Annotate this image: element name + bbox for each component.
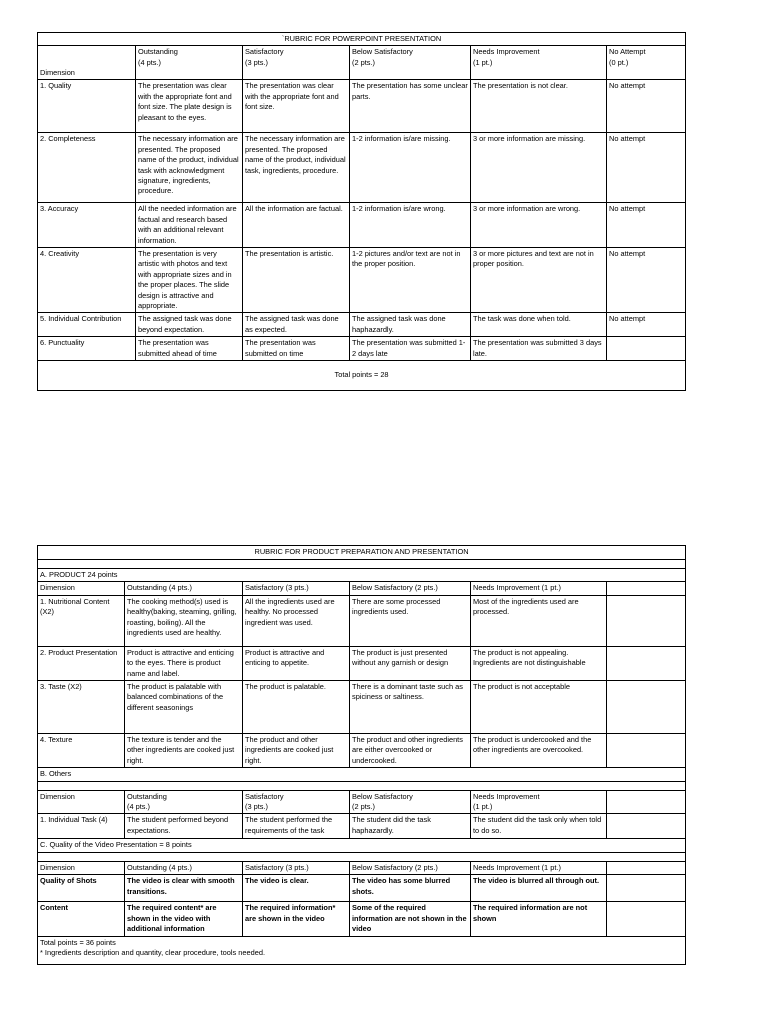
table-cell: 1-2 information is/are missing. [350, 133, 471, 203]
table-cell [607, 734, 686, 768]
table-cell [607, 902, 686, 936]
table-cell: 4. Texture [38, 734, 125, 768]
header-cell: Below Satisfactory (2 pts.) [350, 582, 471, 595]
table-cell: The presentation was submitted ahead of time [136, 337, 243, 361]
table-cell: The presentation was clear with the appropriate font and font size. [243, 80, 350, 133]
table-row [38, 875, 686, 902]
header-cell [607, 582, 686, 595]
table-cell: The video is blurred all through out. [471, 875, 607, 902]
powerpoint-total-points: Total points = 28 [38, 361, 686, 391]
table-cell: The assigned task was done beyond expectation. [136, 313, 243, 337]
table-cell [607, 595, 686, 646]
product-rubric-body [38, 546, 686, 965]
header-cell: Dimension [38, 790, 125, 814]
table-cell: 5. Individual Contribution [38, 313, 136, 337]
header-cell: Needs Improvement (1 pt.) [471, 790, 607, 814]
table-cell: Content [38, 902, 125, 936]
table-row [38, 313, 686, 337]
table-cell: Product is attractive and enticing to appetite. [243, 646, 350, 680]
table-cell: The required information* are shown in the video [243, 902, 350, 936]
header-cell: Needs Improvement (1 pt.) [471, 861, 607, 874]
table-cell: 1. Quality [38, 80, 136, 133]
header-cell: Dimension [38, 861, 125, 874]
table-row [38, 203, 686, 248]
header-cell: Needs Improvement (1 pt.) [471, 46, 607, 80]
table-cell: The video has some blurred shots. [350, 875, 471, 902]
header-cell: Outstanding (4 pts.) [125, 790, 243, 814]
table-row [38, 814, 686, 839]
table-cell: The product is not appealing. Ingredients are not distinguishable [471, 646, 607, 680]
table-cell: 3. Accuracy [38, 203, 136, 248]
table-cell: 1-2 pictures and/or text are not in the proper position. [350, 248, 471, 313]
header-cell [607, 790, 686, 814]
table-cell: The required content* are shown in the video with additional information [125, 902, 243, 936]
table-cell: The product is not acceptable [471, 681, 607, 734]
table-row [38, 734, 686, 768]
table-cell: There is a dominant taste such as spiciness or saltiness. [350, 681, 471, 734]
table-cell: The required information are not shown [471, 902, 607, 936]
table-cell: The product is palatable. [243, 681, 350, 734]
header-cell: Below Satisfactory (2 pts.) [350, 46, 471, 80]
table-cell: Most of the ingredients used are processed. [471, 595, 607, 646]
header-cell: Below Satisfactory (2 pts.) [350, 790, 471, 814]
table-cell [607, 646, 686, 680]
header-cell [607, 861, 686, 874]
rubric-header-row [38, 861, 686, 874]
table-cell: No attempt [607, 80, 686, 133]
section-heading-video: C. Quality of the Video Presentation = 8 points [38, 839, 686, 852]
table-cell: 1. Nutritional Content (X2) [38, 595, 125, 646]
table-cell [607, 814, 686, 839]
table-cell: The student performed the requirements of the task [243, 814, 350, 839]
header-cell: Outstanding (4 pts.) [125, 861, 243, 874]
powerpoint-rubric-title: `RUBRIC FOR POWERPOINT PRESENTATION [38, 33, 686, 46]
table-cell: The student did the task only when told to do so. [471, 814, 607, 839]
table-cell: 3 or more information are missing. [471, 133, 607, 203]
table-row [38, 681, 686, 734]
product-total-points: Total points = 36 points [40, 937, 116, 947]
table-cell: 2. Product Presentation [38, 646, 125, 680]
table-cell: 3. Taste (X2) [38, 681, 125, 734]
table-cell: All the needed information are factual and research based with an additional relevant information. [136, 203, 243, 248]
rubric-header-row [38, 582, 686, 595]
table-row [38, 133, 686, 203]
table-cell: The presentation was submitted on time [243, 337, 350, 361]
table-cell: All the information are factual. [243, 203, 350, 248]
product-footer [38, 936, 686, 964]
table-cell [607, 681, 686, 734]
table-cell: The presentation has some unclear parts. [350, 80, 471, 133]
table-cell: The task was done when told. [471, 313, 607, 337]
table-cell: No attempt [607, 313, 686, 337]
table-cell: The necessary information are presented. The proposed name of the product, individual task, ingredients, procedure. [243, 133, 350, 203]
table-cell: The product and other ingredients are cooked just right. [243, 734, 350, 768]
section-heading-others: B. Others [38, 768, 686, 781]
table-cell: The presentation was clear with the appropriate font and font size. The plate design is pleasant to the eyes. [136, 80, 243, 133]
rubric-header-row [38, 46, 686, 80]
table-cell: No attempt [607, 203, 686, 248]
table-cell: 1-2 information is/are wrong. [350, 203, 471, 248]
table-cell: The video is clear with smooth transitions. [125, 875, 243, 902]
table-row [38, 646, 686, 680]
table-cell: No attempt [607, 133, 686, 203]
table-cell: No attempt [607, 248, 686, 313]
powerpoint-rubric-table [37, 32, 686, 391]
table-cell: The cooking method(s) used is healthy(baking, steaming, grilling, roasting, boiling). All the ingredients used are healthy. [125, 595, 243, 646]
product-rubric-title: RUBRIC FOR PRODUCT PREPARATION AND PRESENTATION [38, 546, 686, 560]
table-cell: The product is palatable with balanced combinations of the different seasonings [125, 681, 243, 734]
table-cell: 3 or more pictures and text are not in proper position. [471, 248, 607, 313]
table-row [38, 595, 686, 646]
table-cell: The presentation was submitted 3 days late. [471, 337, 607, 361]
table-cell: Some of the required information are not shown in the video [350, 902, 471, 936]
spacer-row [38, 781, 686, 790]
table-row [38, 248, 686, 313]
table-cell: The presentation is not clear. [471, 80, 607, 133]
header-cell: Satisfactory (3 pts.) [243, 582, 350, 595]
header-cell: Dimension [38, 582, 125, 595]
table-cell: The product and other ingredients are either overcooked or undercooked. [350, 734, 471, 768]
table-row [38, 902, 686, 936]
footnote: * Ingredients description and quantity, clear procedure, tools needed. [40, 947, 266, 957]
table-cell: The assigned task was done as expected. [243, 313, 350, 337]
table-row [38, 337, 686, 361]
table-cell: The product is just presented without any garnish or design [350, 646, 471, 680]
header-cell: Satisfactory (3 pts.) [243, 861, 350, 874]
table-cell: 2. Completeness [38, 133, 136, 203]
product-rubric-table [37, 545, 686, 965]
table-cell: 1. Individual Task (4) [38, 814, 125, 839]
table-cell: The product is undercooked and the other ingredients are overcooked. [471, 734, 607, 768]
header-cell: Satisfactory (3 pts.) [243, 46, 350, 80]
table-cell: The student did the task haphazardly. [350, 814, 471, 839]
table-cell: 6. Punctuality [38, 337, 136, 361]
header-cell: Outstanding (4 pts.) [125, 582, 243, 595]
table-cell: 4. Creativity [38, 248, 136, 313]
table-cell: The video is clear. [243, 875, 350, 902]
section-heading-product: A. PRODUCT 24 points [38, 569, 686, 582]
header-cell: Outstanding (4 pts.) [136, 46, 243, 80]
table-cell: Quality of Shots [38, 875, 125, 902]
rubric-header-row [38, 790, 686, 814]
table-cell: The student performed beyond expectations. [125, 814, 243, 839]
header-cell: Needs Improvement (1 pt.) [471, 582, 607, 595]
table-cell: The texture is tender and the other ingredients are cooked just right. [125, 734, 243, 768]
table-cell: The necessary information are presented. The proposed name of the product, individual task with acknowledgment signature, ingredients, procedure. [136, 133, 243, 203]
table-cell [607, 337, 686, 361]
spacer-row [38, 560, 686, 569]
table-cell: Product is attractive and enticing to the eyes. There is product name and label. [125, 646, 243, 680]
table-cell: The assigned task was done haphazardly. [350, 313, 471, 337]
table-cell [607, 875, 686, 902]
header-cell: Satisfactory (3 pts.) [243, 790, 350, 814]
header-cell: Dimension [38, 46, 136, 80]
header-cell: No Attempt (0 pt.) [607, 46, 686, 80]
table-cell: The presentation is very artistic with photos and text with appropriate sizes and in the proper places. The slide design is attractive and appropriate. [136, 248, 243, 313]
powerpoint-rubric-body [38, 33, 686, 391]
table-cell: There are some processed ingredients used. [350, 595, 471, 646]
spacer-row [38, 852, 686, 861]
table-cell: The presentation was submitted 1-2 days late [350, 337, 471, 361]
table-cell: 3 or more information are wrong. [471, 203, 607, 248]
table-row [38, 80, 686, 133]
header-cell: Below Satisfactory (2 pts.) [350, 861, 471, 874]
table-cell: All the ingredients used are healthy. No processed ingredient was used. [243, 595, 350, 646]
table-cell: The presentation is artistic. [243, 248, 350, 313]
